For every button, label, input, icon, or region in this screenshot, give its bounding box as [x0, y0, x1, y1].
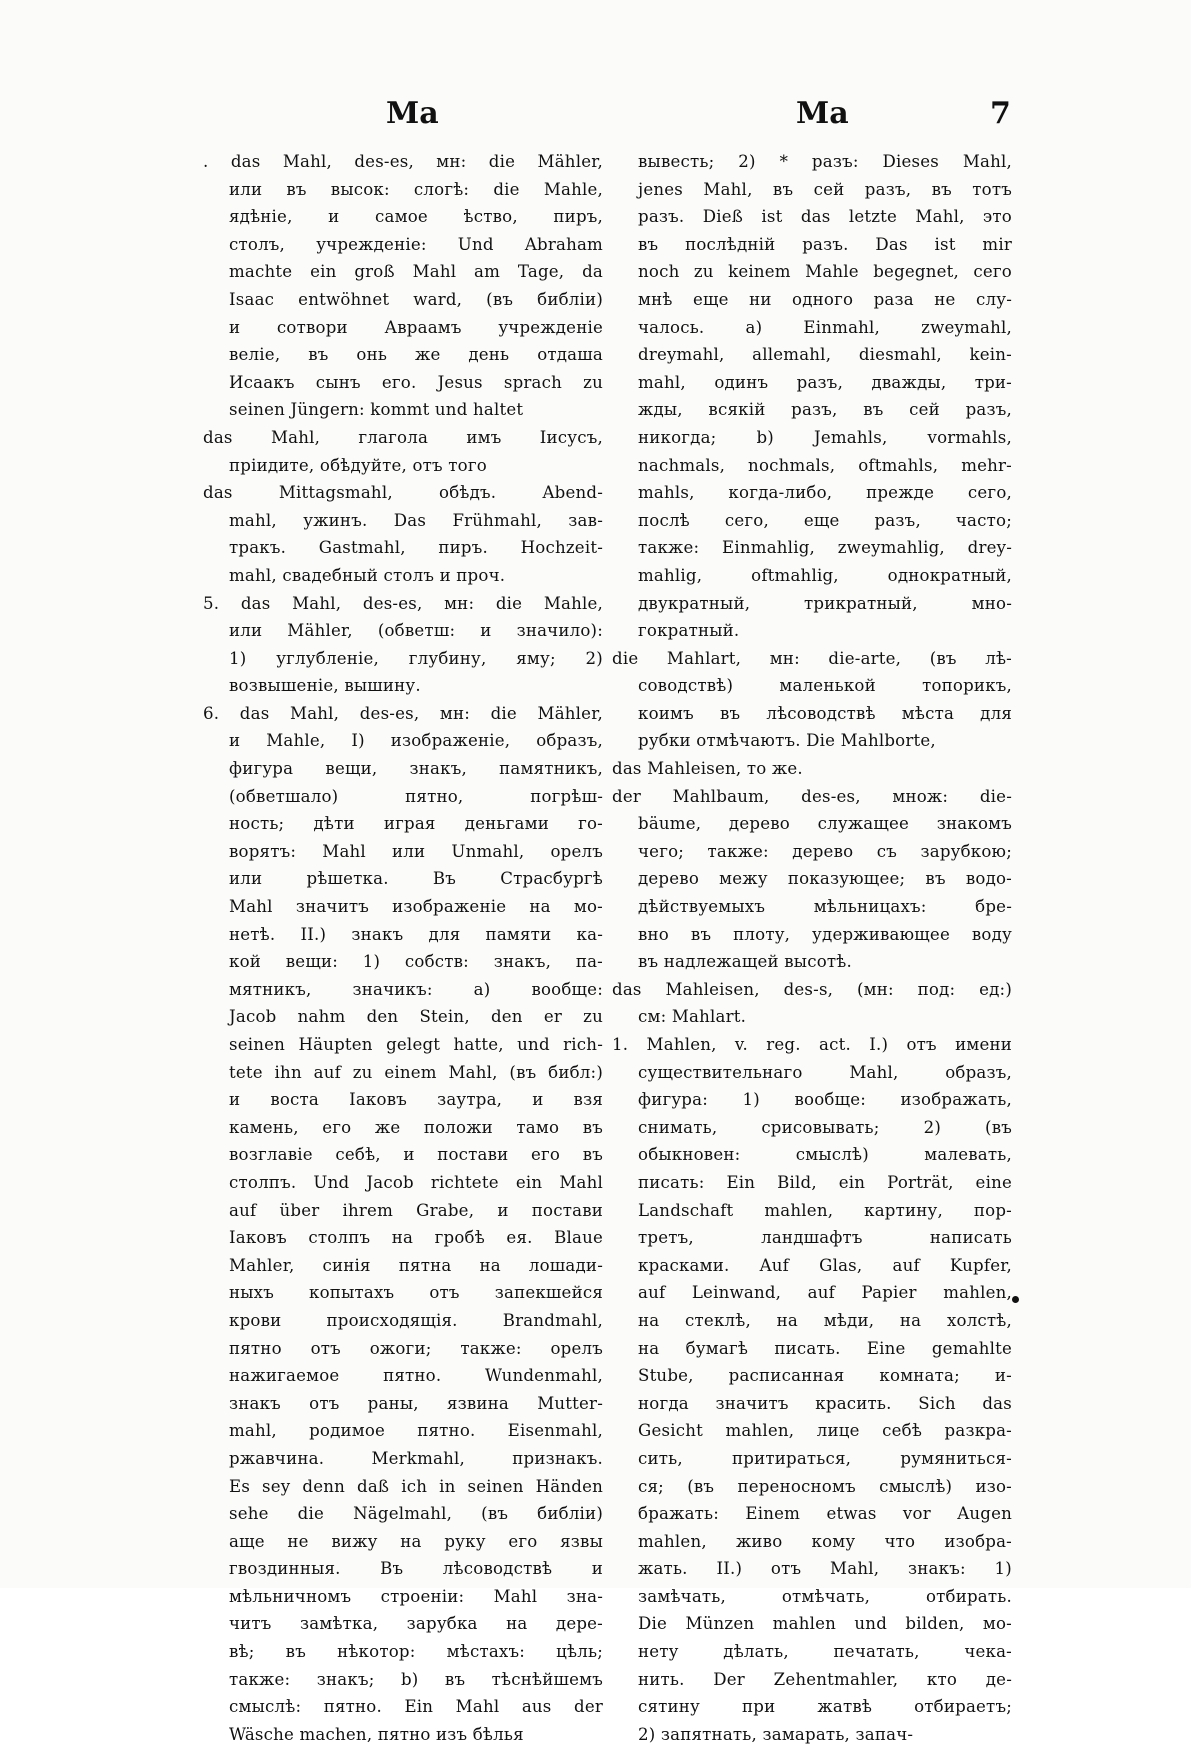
text-line: обыкновен: смыслѣ) малевать, [638, 1145, 1012, 1165]
text-line: seinen Jüngern: kommt und haltet [229, 400, 524, 420]
text-line: Jacob nahm den Stein, den er zu [229, 1007, 603, 1027]
text-line: noch zu keinem Mahle begegnet, сего [638, 262, 1012, 282]
text-line: Исаакъ сынъ его. Jesus sprach zu [229, 372, 603, 392]
text-line: на стеклѣ, на мѣди, на холстѣ, [638, 1310, 1012, 1330]
text-line: Mahl значитъ изображеніе на мо- [229, 897, 603, 917]
text-line: на бумагѣ писать. Eine gemahlte [638, 1338, 1012, 1358]
text-line: гократный. [638, 621, 740, 641]
text-line: ворятъ: Mahl или Unmahl, орелъ [229, 841, 603, 861]
text-line: веліе, въ онь же день отдаша [229, 345, 603, 365]
text-line: снимать, срисовывать; 2) (въ [638, 1117, 1012, 1137]
text-line: жды, всякій разъ, въ сей разъ, [638, 400, 1012, 420]
text-line: нету дѣлать, печатать, чека- [638, 1642, 1012, 1662]
text-line: Gesicht mahlen, лице себѣ разкра- [638, 1421, 1012, 1441]
text-line: или въ высок: слогѣ: die Mahle, [229, 179, 603, 199]
text-line: столъ, учрежденіе: Und Abraham [229, 234, 603, 254]
text-line: замѣчать, отмѣчать, отбирать. [638, 1586, 1012, 1606]
text-line: пятно отъ ожоги; также: орелъ [229, 1338, 603, 1358]
text-line: см: Mahlart. [638, 1007, 747, 1027]
text-line: возглавіе себѣ, и постави его въ [229, 1145, 603, 1165]
text-line: nachmals, nochmals, oftmahls, mehr- [638, 455, 1012, 475]
text-line: das Mittagsmahl, обѣдъ. Abend- [203, 483, 603, 503]
text-line: фигура: 1) вообще: изображать, [638, 1090, 1012, 1110]
text-line: mahl, ужинъ. Das Frühmahl, зав- [229, 510, 603, 530]
text-line: также: знакъ; b) въ тѣснѣйшемъ [229, 1669, 603, 1689]
text-line: въ послѣдній разъ. Das ist mir [638, 234, 1012, 254]
text-line: существительнаго Mahl, образъ, [638, 1062, 1012, 1082]
text-line: или Mähler, (обветш: и значило): [229, 621, 603, 641]
text-line: мнѣ еще ни одного раза не слу- [638, 289, 1012, 309]
right-running-head: Ma [796, 96, 849, 131]
text-line: bäume, дерево служащее знакомъ [638, 814, 1012, 834]
text-line: вывесть; 2) * разъ: Dieses Mahl, [638, 152, 1012, 171]
text-line: das Mahleisen, des-s, (мн: под: ед:) [612, 979, 1012, 999]
text-line: 1) углубленіе, глубину, яму; 2) [229, 648, 603, 668]
text-line: столпъ. Und Jacob richtete ein Mahl [229, 1172, 603, 1192]
text-line: Wäsche machen, пятно изъ бѣлья [229, 1724, 524, 1744]
text-line: коимъ въ лѣсоводствѣ мѣста для [638, 703, 1012, 723]
text-line: дѣйствуемыхъ мѣльницахъ: бре- [638, 897, 1012, 917]
left-running-head: Ma [386, 96, 439, 131]
text-line: писать: Ein Bild, ein Porträt, eine [638, 1172, 1012, 1192]
text-line: рубки отмѣчаютъ. Die Mahlborte, [638, 731, 936, 751]
text-line: (обветшало) пятно, погрѣш- [229, 786, 603, 806]
text-line: соводствѣ) маленькой топорикъ, [638, 676, 1012, 696]
text-line: das Mahl, глагола имъ Іисусъ, [203, 427, 603, 447]
text-line: фигура вещи, знакъ, памятникъ, [229, 759, 603, 779]
text-line: двукратный, трикратный, мно- [638, 593, 1012, 613]
text-line: 1. Mahlen, v. reg. act. I.) отъ имени [612, 1035, 1012, 1054]
text-line: нажигаемое пятно. Wundenmahl, [229, 1366, 603, 1386]
left_column-text [203, 148, 603, 1748]
text-line: послѣ сего, еще разъ, часто; [638, 510, 1012, 530]
text-line: seinen Häupten gelegt hatte, und rich- [229, 1035, 603, 1054]
text-line: 6. das Mahl, des-es, мн: die Mähler, [203, 703, 603, 723]
text-line: смыслѣ: пятно. Ein Mahl aus der [229, 1697, 603, 1717]
text-line: ногда значитъ красить. Sich das [638, 1393, 1012, 1413]
right_column-text [612, 148, 1012, 1748]
margin-dot-icon [1012, 1296, 1019, 1303]
text-line: der Mahlbaum, des-es, множ: die- [612, 786, 1012, 806]
text-line: tete ihn auf zu einem Mahl, (въ библ:) [229, 1062, 603, 1082]
text-line: и воста Іаковъ заутра, и взя [229, 1090, 603, 1110]
text-line: нить. Der Zehentmahler, кто де- [638, 1669, 1012, 1689]
text-line: вно въ плоту, удерживающее воду [638, 924, 1012, 944]
text-line: mahl, родимое пятно. Eisenmahl, [229, 1421, 603, 1441]
text-line: и сотвори Авраамъ учрежденіе [229, 317, 603, 337]
text-line: mahlen, живо кому что изобра- [638, 1531, 1012, 1551]
text-line: аще не вижу на руку его язвы [229, 1531, 603, 1551]
text-line: дерево межу показующее; въ водо- [638, 869, 1012, 889]
text-line: сить, притираться, румяниться- [638, 1448, 1012, 1468]
text-line: Die Münzen mahlen und bilden, мо- [638, 1614, 1012, 1634]
text-line: и Mahle, I) изображеніе, образъ, [229, 731, 603, 751]
text-line: камень, его же положи тамо въ [229, 1117, 603, 1137]
text-line: или рѣшетка. Въ Страсбургѣ [229, 869, 603, 889]
text-line: sehe die Nägelmahl, (въ библіи) [229, 1504, 603, 1524]
text-line: das Mahleisen, то же. [612, 759, 803, 779]
text-line: Isaac entwöhnet ward, (въ библіи) [229, 289, 603, 309]
text-line: ность; дѣти играя деньгами го- [229, 814, 603, 834]
text-line: machte ein groß Mahl am Tage, da [229, 262, 603, 282]
text-line: знакъ отъ раны, язвина Mutter- [229, 1393, 603, 1413]
text-line: Іаковъ столпъ на гробѣ ея. Blaue [229, 1228, 603, 1248]
text-line: пріидите, обѣдуйте, отъ того [229, 455, 487, 475]
text-line: нетѣ. II.) знакъ для памяти ка- [229, 924, 603, 944]
text-line: ся; (въ переносномъ смыслѣ) изо- [638, 1476, 1012, 1496]
text-line: чего; также: дерево съ зарубкою; [638, 841, 1012, 861]
text-line: гвоздинныя. Въ лѣсоводствѣ и [229, 1559, 603, 1579]
text-line: бражать: Einem etwas vor Augen [638, 1504, 1012, 1524]
left-column [203, 148, 603, 1748]
text-line: также: Einmahlig, zweymahlig, drey- [638, 538, 1012, 558]
text-line: сятину при жатвѣ отбираетъ; [638, 1697, 1012, 1717]
text-line: жать. II.) отъ Mahl, знакъ: 1) [638, 1559, 1012, 1579]
text-line: mahls, когда-либо, прежде сего, [638, 483, 1012, 503]
text-line: Stube, расписанная комната; и- [638, 1366, 1012, 1386]
text-line: Mahler, синія пятна на лошади- [229, 1255, 603, 1275]
text-line: die Mahlart, мн: die-arte, (въ лѣ- [612, 648, 1012, 668]
text-line: тракъ. Gastmahl, пиръ. Hochzeit- [229, 538, 603, 558]
text-line: вѣ; въ нѣкотор: мѣстахъ: цѣль; [229, 1642, 603, 1662]
text-line: въ надлежащей высотѣ. [638, 952, 852, 972]
text-line: Landschaft mahlen, картину, пор- [638, 1200, 1012, 1220]
text-line: третъ, ландшафтъ написать [638, 1228, 1012, 1248]
text-line: читъ замѣтка, зарубка на дере- [229, 1614, 603, 1634]
text-line: ядѣніе, и самое ѣство, пиръ, [229, 207, 603, 227]
text-line: 5. das Mahl, des-es, мн: die Mahle, [203, 593, 603, 613]
text-line: auf über ihrem Grabe, и постави [229, 1200, 603, 1220]
text-line: красками. Auf Glas, auf Kupfer, [638, 1255, 1012, 1275]
text-line: Es sey denn daß ich in seinen Händen [229, 1476, 603, 1496]
text-line: чалось. a) Einmahl, zweymahl, [638, 317, 1012, 337]
text-line: 2) запятнать, замарать, запач- [638, 1724, 914, 1744]
text-line: auf Leinwand, auf Papier mahlen, [638, 1283, 1012, 1303]
text-line: крови происходящія. Brandmahl, [229, 1310, 603, 1330]
text-line: разъ. Dieß ist das letzte Mahl, это [638, 207, 1012, 227]
text-line: jenes Mahl, въ сей разъ, въ тотъ [638, 179, 1012, 199]
text-line: мятникъ, значикъ: a) вообще: [229, 979, 603, 999]
text-line: ныхъ копытахъ отъ запекшейся [229, 1283, 603, 1303]
text-line: кой вещи: 1) собств: знакъ, па- [229, 952, 603, 972]
text-line: мѣльничномъ строеніи: Mahl зна- [229, 1586, 603, 1606]
text-line: mahl, одинъ разъ, дважды, три- [638, 372, 1012, 392]
page-number: 7 [990, 96, 1011, 131]
text-line: mahlig, oftmahlig, однократный, [638, 565, 1012, 585]
text-line: никогда; b) Jemahls, vormahls, [638, 427, 1012, 447]
right-column [612, 148, 1012, 1748]
text-line: возвышеніе, вышину. [229, 676, 421, 696]
text-line: . das Mahl, des-es, мн: die Mähler, [203, 152, 603, 171]
text-line: ржавчина. Merkmahl, признакъ. [229, 1448, 603, 1468]
text-line: dreymahl, allemahl, diesmahl, kein- [638, 345, 1012, 365]
text-line: mahl, свадебный столъ и проч. [229, 565, 506, 585]
